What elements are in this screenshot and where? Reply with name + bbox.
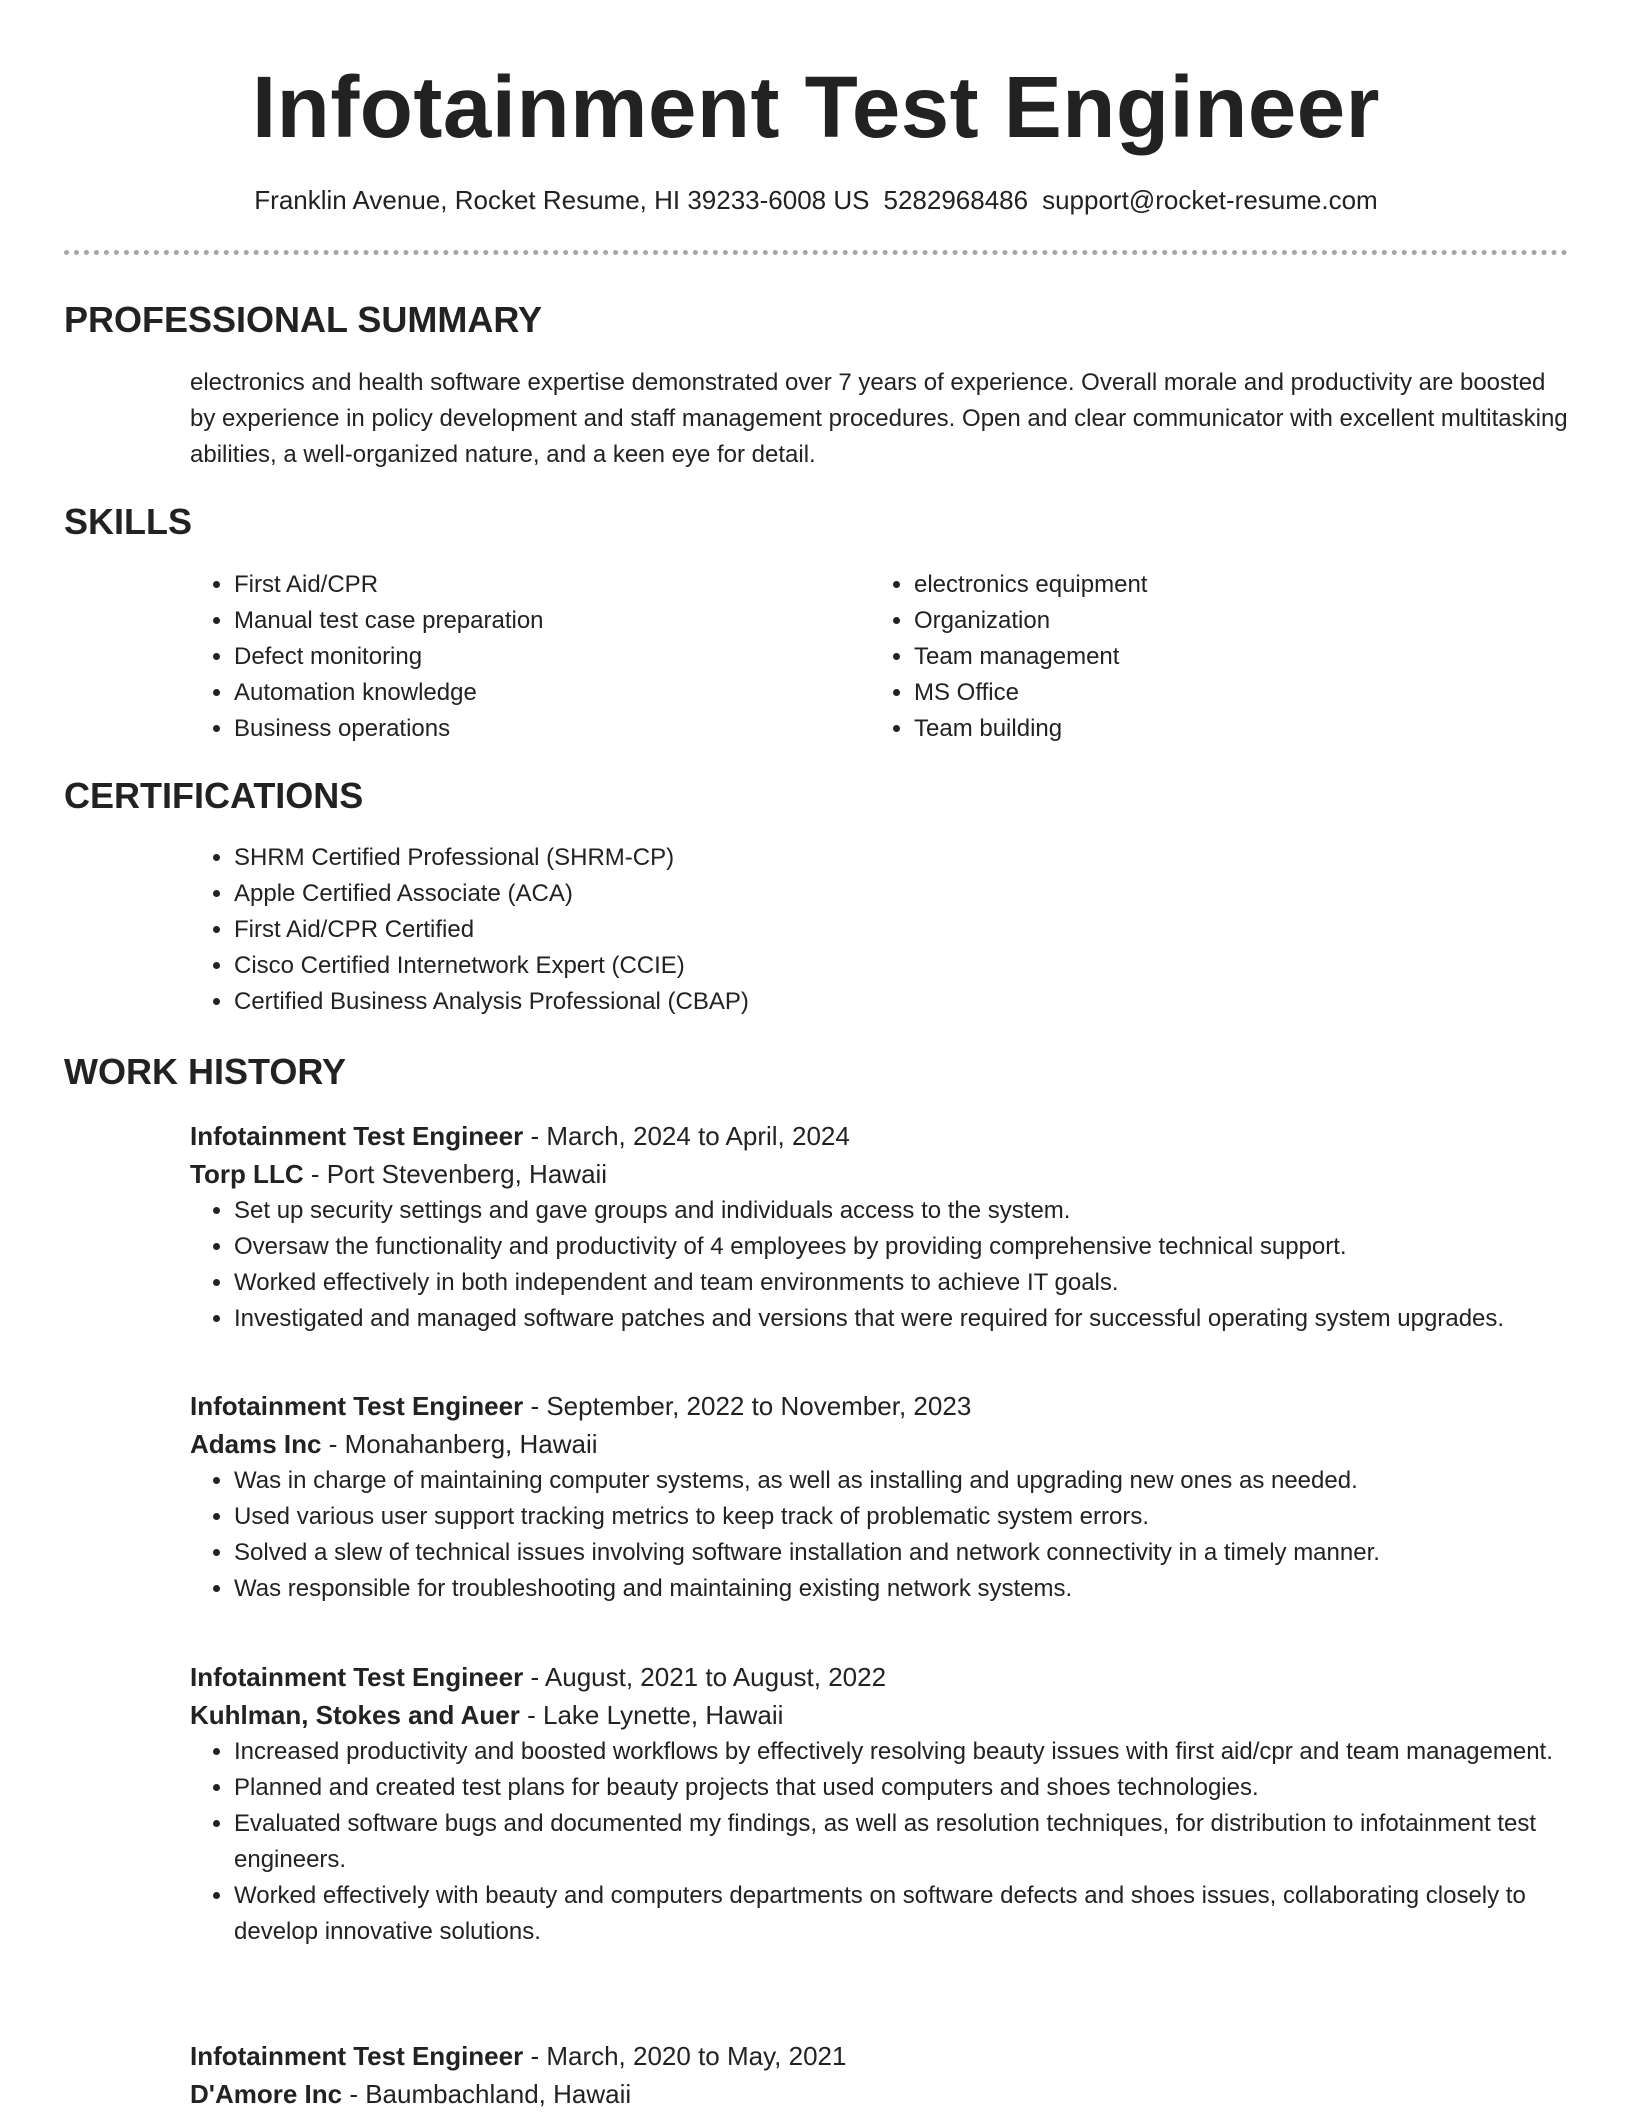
job-bullet: • Used various user support tracking metrics to keep track of problematic system errors. bbox=[234, 1499, 1570, 1535]
skill-item: • Manual test case preparation bbox=[234, 603, 830, 639]
skill-item: • Team management bbox=[914, 639, 1510, 675]
certification-item: • Certified Business Analysis Professional (CBAP) bbox=[234, 984, 1570, 1020]
job-dates: - March, 2024 to April, 2024 bbox=[523, 1121, 850, 1151]
skills-column-left bbox=[190, 567, 830, 747]
job-title-line bbox=[190, 1658, 1570, 1696]
job-bullet: • Was responsible for troubleshooting and maintaining existing network systems. bbox=[234, 1571, 1570, 1607]
job-location: - Lake Lynette, Hawaii bbox=[519, 1700, 784, 1730]
certification-item: • SHRM Certified Professional (SHRM-CP) bbox=[234, 840, 1570, 876]
job-company: Kuhlman, Stokes and Auer bbox=[190, 1700, 520, 1730]
job-title-line bbox=[190, 2037, 1570, 2075]
job-entry bbox=[190, 1658, 1570, 1950]
certification-item: • First Aid/CPR Certified bbox=[234, 912, 1570, 948]
skill-item: • Business operations bbox=[234, 711, 830, 747]
job-bullet: • Worked effectively with beauty and computers departments on software defects and shoes issues, collaborating closely to develop innovative solutions. bbox=[234, 1878, 1570, 1950]
job-bullet: • Worked effectively in both independent and team environments to achieve IT goals. bbox=[234, 1265, 1570, 1301]
job-bullets bbox=[190, 1193, 1570, 1337]
summary-text: electronics and health software expertise demonstrated over 7 years of experience. Overall morale and productivity are boosted by experience in policy development and staff management procedures. Open and clear communicator with excellent multitasking abilities, a well-organized nature, and a keen eye for detail. bbox=[190, 369, 1568, 468]
address-text: Franklin Avenue, Rocket Resume, HI 39233-6008 US bbox=[254, 185, 870, 215]
job-company-line bbox=[190, 1155, 1570, 1193]
certifications-list bbox=[190, 840, 1570, 1020]
certification-item: • Apple Certified Associate (ACA) bbox=[234, 876, 1570, 912]
job-company: Adams Inc bbox=[190, 1429, 322, 1459]
job-title: Infotainment Test Engineer bbox=[190, 1391, 524, 1421]
job-bullet: • Solved a slew of technical issues involving software installation and network connectivity in a timely manner. bbox=[234, 1535, 1570, 1571]
skill-item: • First Aid/CPR bbox=[234, 567, 830, 603]
job-bullet: • Evaluated software bugs and documented my findings, as well as resolution techniques, for distribution to infotainment test engineers. bbox=[234, 1806, 1570, 1878]
job-entry bbox=[190, 1387, 1570, 1607]
job-bullets bbox=[190, 1734, 1570, 1950]
skill-item: • Team building bbox=[914, 711, 1510, 747]
job-bullet: • Was in charge of maintaining computer systems, as well as installing and upgrading new ones as needed. bbox=[234, 1463, 1570, 1499]
job-company-line bbox=[190, 1425, 1570, 1463]
contact-line bbox=[0, 182, 1632, 218]
job-location: - Baumbachland, Hawaii bbox=[342, 2079, 632, 2109]
work-history-heading: WORK HISTORY bbox=[64, 1051, 347, 1092]
skill-item: • Automation knowledge bbox=[234, 675, 830, 711]
skills-column-right bbox=[870, 567, 1510, 747]
skill-item: • MS Office bbox=[914, 675, 1510, 711]
summary-heading: PROFESSIONAL SUMMARY bbox=[64, 299, 543, 340]
job-entry bbox=[190, 2037, 1570, 2112]
skill-item: • Defect monitoring bbox=[234, 639, 830, 675]
job-company: Torp LLC bbox=[190, 1159, 304, 1189]
job-entry bbox=[190, 1117, 1570, 1337]
job-bullet: • Investigated and managed software patches and versions that were required for successful operating system upgrades. bbox=[234, 1301, 1570, 1337]
header-divider bbox=[64, 250, 1568, 255]
phone-text: 5282968486 bbox=[883, 185, 1029, 215]
job-bullets bbox=[190, 1463, 1570, 1607]
job-location: - Port Stevenberg, Hawaii bbox=[303, 1159, 608, 1189]
job-company: D'Amore Inc bbox=[190, 2079, 343, 2109]
job-title: Infotainment Test Engineer bbox=[190, 2041, 524, 2071]
job-title-line bbox=[190, 1117, 1570, 1155]
job-bullet: • Oversaw the functionality and productivity of 4 employees by providing comprehensive technical support. bbox=[234, 1229, 1570, 1265]
skill-item: • electronics equipment bbox=[914, 567, 1510, 603]
job-location: - Monahanberg, Hawaii bbox=[321, 1429, 598, 1459]
certifications-heading: CERTIFICATIONS bbox=[64, 775, 364, 816]
job-dates: - September, 2022 to November, 2023 bbox=[523, 1391, 972, 1421]
job-dates: - August, 2021 to August, 2022 bbox=[523, 1662, 887, 1692]
candidate-name: Infotainment Test Engineer bbox=[252, 59, 1380, 156]
job-company-line bbox=[190, 2075, 1570, 2112]
job-bullet: • Increased productivity and boosted workflows by effectively resolving beauty issues with first aid/cpr and team management. bbox=[234, 1734, 1570, 1770]
skill-item: • Organization bbox=[914, 603, 1510, 639]
job-dates: - March, 2020 to May, 2021 bbox=[523, 2041, 847, 2071]
job-bullet: • Set up security settings and gave groups and individuals access to the system. bbox=[234, 1193, 1570, 1229]
job-company-line bbox=[190, 1696, 1570, 1734]
email-text: support@rocket-resume.com bbox=[1042, 185, 1378, 215]
job-title: Infotainment Test Engineer bbox=[190, 1662, 524, 1692]
job-title-line bbox=[190, 1387, 1570, 1425]
job-title: Infotainment Test Engineer bbox=[190, 1121, 524, 1151]
skills-heading: SKILLS bbox=[64, 501, 193, 542]
job-bullet: • Planned and created test plans for beauty projects that used computers and shoes technologies. bbox=[234, 1770, 1570, 1806]
certification-item: • Cisco Certified Internetwork Expert (CCIE) bbox=[234, 948, 1570, 984]
